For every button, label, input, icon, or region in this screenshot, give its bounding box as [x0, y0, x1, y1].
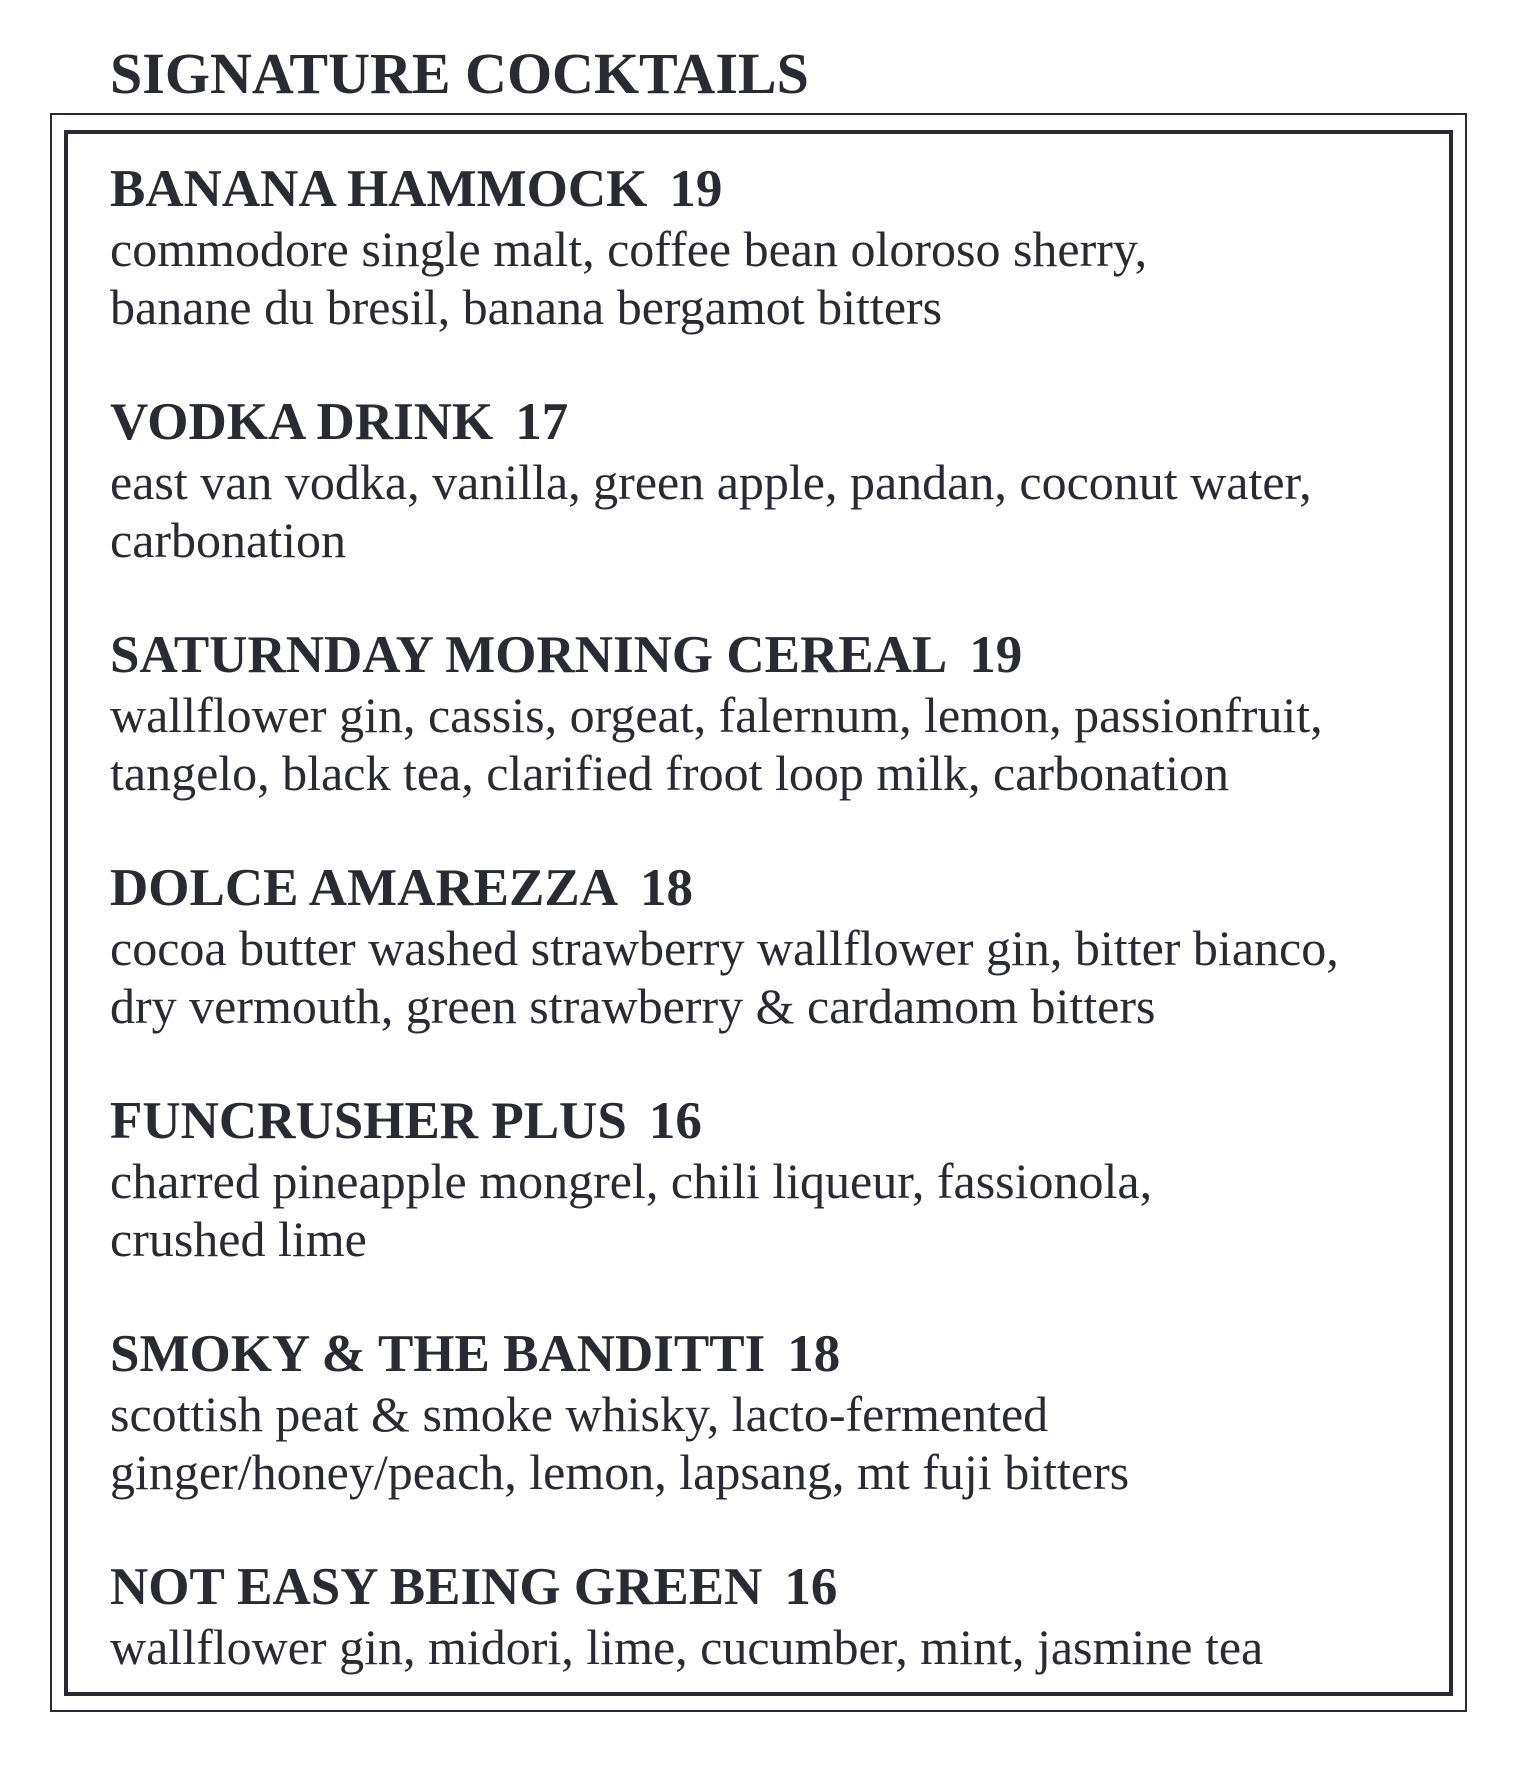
cocktail-item-funcrusher-plus [110, 1090, 1450, 1323]
description-line: wallflower gin, cassis, orgeat, falernum, lemon, passionfruit, [110, 687, 1323, 743]
cocktail-item-not-easy-being-green [110, 1556, 1450, 1789]
cocktail-heading [110, 1323, 1450, 1385]
description-line: charred pineapple mongrel, chili liqueur, fassionola, [110, 1153, 1153, 1209]
cocktail-item-saturnday-morning-cereal [110, 624, 1450, 857]
cocktail-heading [110, 158, 1450, 220]
cocktail-heading [110, 391, 1450, 453]
description-line: cocoa butter washed strawberry wallflower gin, bitter bianco, [110, 920, 1339, 976]
description-line: banane du bresil, banana bergamot bitters [110, 279, 943, 335]
cocktail-price: 16 [784, 1558, 838, 1616]
description-line: east van vodka, vanilla, green apple, pandan, coconut water, [110, 454, 1312, 510]
cocktail-heading [110, 624, 1450, 686]
cocktail-price: 18 [639, 859, 693, 917]
cocktail-name: BANANA HAMMOCK [110, 160, 648, 218]
cocktail-price: 17 [515, 393, 569, 451]
cocktail-name: NOT EASY BEING GREEN [110, 1558, 763, 1616]
cocktail-price: 19 [669, 160, 723, 218]
cocktail-price: 19 [969, 626, 1023, 684]
cocktail-heading [110, 857, 1450, 919]
cocktail-description [110, 686, 1450, 802]
cocktail-name: FUNCRUSHER PLUS [110, 1092, 627, 1150]
cocktail-description [110, 1385, 1450, 1501]
cocktail-description [110, 1152, 1450, 1268]
cocktail-heading [110, 1556, 1450, 1618]
cocktail-item-vodka-drink [110, 391, 1450, 624]
cocktail-description [110, 1618, 1450, 1676]
cocktail-heading [110, 1090, 1450, 1152]
cocktail-name: SATURNDAY MORNING CEREAL [110, 626, 948, 684]
description-line: carbonation [110, 512, 347, 568]
description-line: scottish peat & smoke whisky, lacto-fermented [110, 1386, 1049, 1442]
description-line: commodore single malt, coffee bean oloroso sherry, [110, 221, 1148, 277]
cocktail-name: SMOKY & THE BANDITTI [110, 1325, 766, 1383]
description-line: ginger/honey/peach, lemon, lapsang, mt fuji bitters [110, 1444, 1130, 1500]
description-line: tangelo, black tea, clarified froot loop milk, carbonation [110, 745, 1230, 801]
description-line: dry vermouth, green strawberry & cardamom bitters [110, 978, 1156, 1034]
cocktail-item-banana-hammock [110, 158, 1450, 391]
cocktail-description [110, 220, 1450, 336]
cocktail-item-dolce-amarezza [110, 857, 1450, 1090]
menu-title: SIGNATURE COCKTAILS [110, 41, 809, 106]
cocktail-description [110, 453, 1450, 569]
cocktail-list [110, 158, 1450, 1789]
cocktail-name: DOLCE AMAREZZA [110, 859, 618, 917]
description-line: wallflower gin, midori, lime, cucumber, mint, jasmine tea [110, 1619, 1264, 1675]
description-line: crushed lime [110, 1211, 367, 1267]
cocktail-price: 16 [648, 1092, 702, 1150]
cocktail-price: 18 [787, 1325, 841, 1383]
cocktail-description [110, 919, 1450, 1035]
cocktail-item-smoky-and-the-banditti [110, 1323, 1450, 1556]
cocktail-name: VODKA DRINK [110, 393, 494, 451]
